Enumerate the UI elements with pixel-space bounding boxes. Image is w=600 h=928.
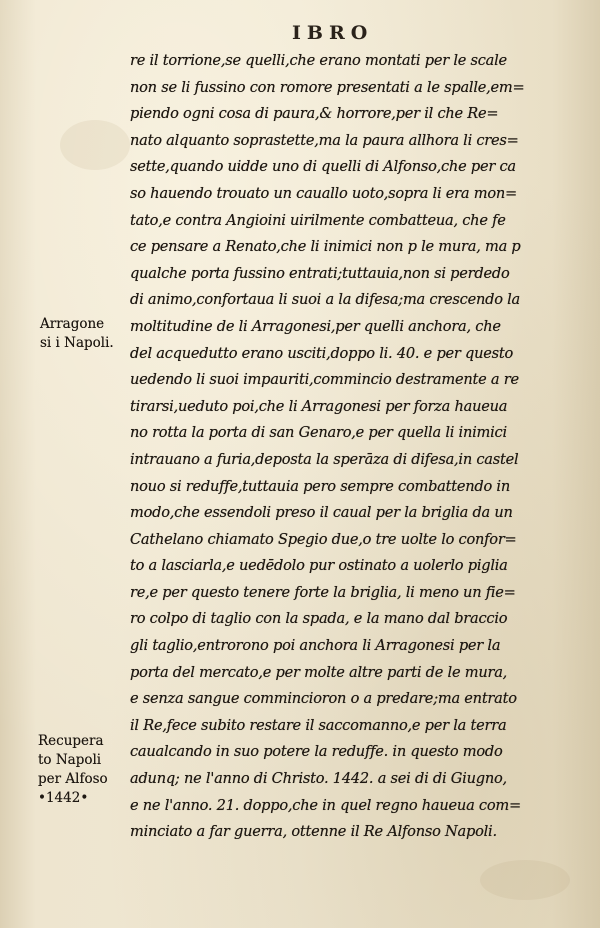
margin-note-line: per Alfoso: [38, 771, 108, 787]
text-line: tirarsi,ueduto poi,che li Arragonesi per forza haueua: [130, 397, 508, 415]
body-text: [130, 48, 566, 846]
margin-note-line: Recupera: [38, 733, 104, 749]
margin-note-line: Arragone: [40, 316, 105, 332]
text-line: intrauano a furia,deposta la sperāza di difesa,in castel: [130, 450, 519, 468]
paper-stain: [60, 120, 130, 170]
margin-note-line: si i Napoli.: [40, 335, 114, 351]
text-line: ro colpo di taglio con la spada, e la mano dal braccio: [130, 610, 508, 628]
text-line: Cathelano chiamato Spegio due,o tre uolte lo confor=: [130, 530, 517, 548]
text-line: tato,e contra Angioini uirilmente combatteua, che fe: [130, 211, 506, 229]
text-line: e ne l'anno. 21. doppo,che in quel regno haueua com=: [130, 796, 521, 814]
text-line: del acquedutto erano usciti,doppo li. 40. e per questo: [130, 344, 514, 362]
text-line: no rotta la porta di san Genaro,e per quella li inimici: [130, 424, 507, 442]
text-line: re,e per questo tenere forte la briglia, li meno un fie=: [130, 583, 516, 601]
text-line: sette,quando uidde uno di quelli di Alfonso,che per ca: [130, 158, 516, 176]
text-line: qualche porta fussino entrati;tuttauia,non si perdedo: [130, 264, 510, 282]
text-line: so hauendo trouato un cauallo uoto,sopra li era mon=: [130, 184, 517, 202]
running-head: IBRO: [292, 22, 374, 44]
text-line: modo,che essendoli preso il caual per la briglia da un: [130, 504, 513, 522]
text-line: ce pensare a Renato,che li inimici non p le mura, ma p: [130, 238, 521, 256]
margin-note-recupera: [38, 732, 130, 808]
text-line: il Re,fece subito restare il saccomanno,e per la terra: [130, 716, 507, 734]
text-line: nato alquanto soprastette,ma la paura allhora li cres=: [130, 131, 519, 149]
text-line: re il torrione,se quelli,che erano montati per le scale: [130, 52, 507, 69]
text-line: gli taglio,entrorono poi anchora li Arragonesi per la: [130, 637, 501, 655]
text-line: caualcando in suo potere la reduffe. in questo modo: [130, 743, 503, 761]
text-line: piendo ogni cosa di paura,& horrore,per il che Re=: [130, 105, 499, 123]
text-line: uedendo li suoi impauriti,commincio destramente a re: [130, 371, 519, 389]
margin-note-arragone: [40, 315, 132, 353]
paper-stain: [480, 860, 570, 900]
text-line: di animo,confortaua li suoi a la difesa;ma crescendo la: [130, 291, 521, 309]
text-line: minciato a far guerra, ottenne il Re Alfonso Napoli.: [130, 823, 497, 841]
margin-note-line: •1442•: [38, 790, 89, 806]
text-line: nouo si reduffe,tuttauia pero sempre combattendo in: [130, 477, 510, 495]
text-line: adunq; ne l'anno di Christo. 1442. a sei di di Giugno,: [130, 770, 507, 788]
margin-note-line: to Napoli: [38, 752, 102, 768]
text-line: moltitudine de li Arragonesi,per quelli anchora, che: [130, 317, 501, 335]
text-line: non se li fussino con romore presentati a le spalle,em=: [130, 78, 525, 96]
text-line: e senza sangue commincioron o a predare;ma entrato: [130, 690, 517, 708]
text-line: porta del mercato,e per molte altre parti de le mura,: [130, 663, 508, 681]
text-line: to a lasciarla,e uedēdolo pur ostinato a uolerlo piglia: [130, 557, 508, 575]
